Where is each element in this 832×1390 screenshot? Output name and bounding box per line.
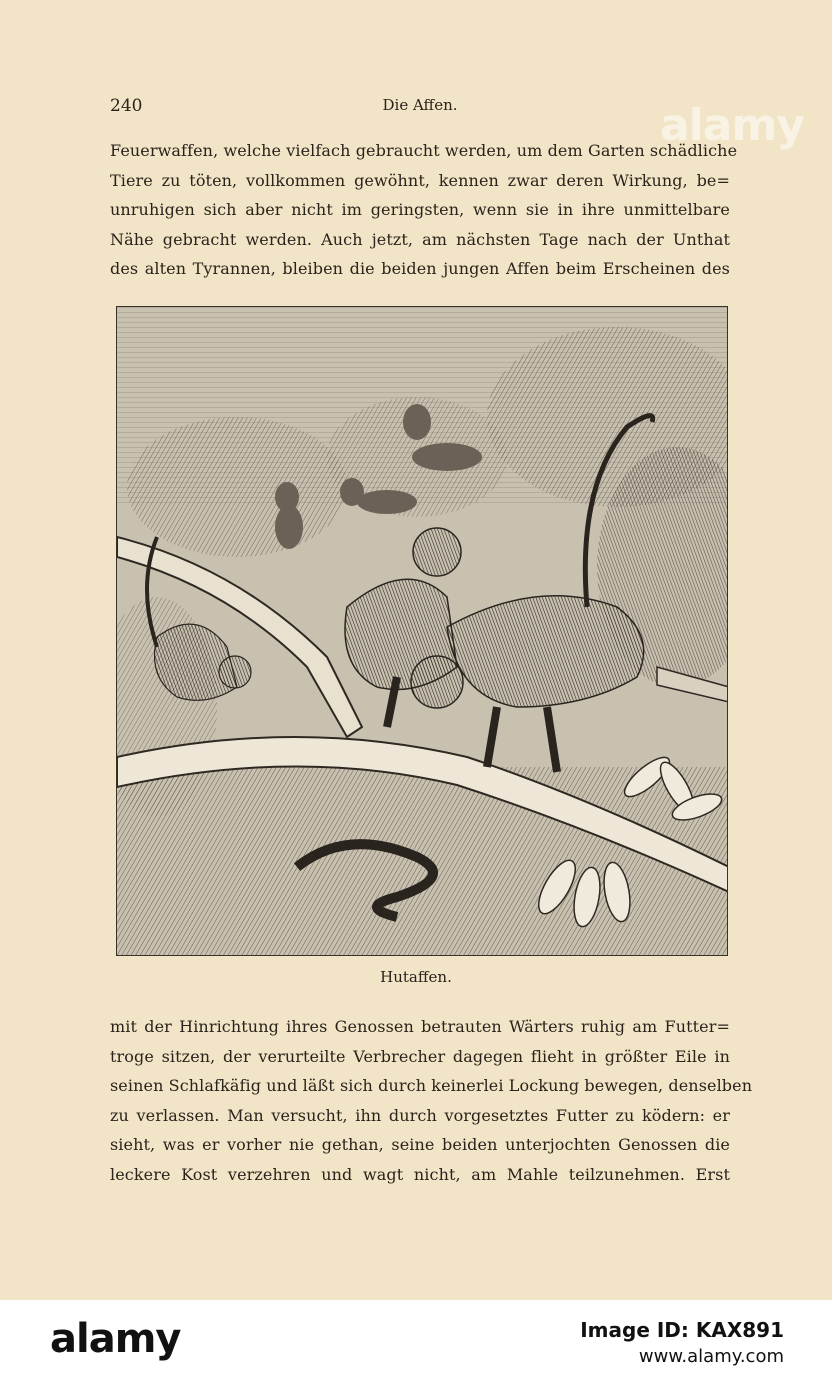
monkeys-engraving (117, 307, 728, 956)
text-line: Tiere zu töten, vollkommen gewöhnt, kennen zwar deren Wirkung, be= (110, 170, 730, 190)
illustration-caption: Hutaffen. (380, 968, 452, 986)
text-line: leckere Kost verzehren und wagt nicht, am Mahle teilzunehmen. Erst (110, 1164, 730, 1184)
paragraph-top (110, 136, 738, 284)
engraving-illustration (116, 306, 728, 956)
paragraph-bottom (110, 1012, 753, 1189)
text-line: des alten Tyrannen, bleiben die beiden jungen Affen beim Erscheinen des (110, 259, 730, 278)
image-id: Image ID: KAX891 (580, 1318, 784, 1342)
text-line: sieht, was er vorher nie gethan, seine beiden unterjochten Genossen die (110, 1135, 730, 1154)
site-url[interactable]: www.alamy.com (638, 1346, 784, 1367)
text-line: troge sitzen, der verurteilte Verbrecher dagegen flieht in größter Eile in (110, 1046, 730, 1066)
text-line: seinen Schlafkäfig und läßt sich durch keinerlei Lockung bewegen, denselben (110, 1076, 753, 1095)
stock-footer (0, 1300, 832, 1390)
text-line: Feuerwaffen, welche vielfach gebraucht werden, um dem Garten schädliche (110, 141, 738, 160)
text-line: Nähe gebracht werden. Auch jetzt, am nächsten Tage nach der Unthat (110, 229, 730, 249)
text-line: unruhigen sich aber nicht im geringsten, wenn sie in ihre unmittelbare (110, 200, 730, 219)
page-number: 240 (110, 96, 143, 116)
page-header (110, 96, 730, 124)
text-line: mit der Hinrichtung ihres Genossen betrauten Wärters ruhig am Futter= (110, 1017, 730, 1036)
watermark: alamy (660, 100, 804, 151)
alamy-logo[interactable]: alamy (50, 1316, 181, 1362)
text-line: zu verlassen. Man versucht, ihn durch vorgesetztes Futter zu ködern: er (110, 1105, 730, 1125)
running-head: Die Affen. (382, 96, 458, 114)
footer-info (580, 1318, 784, 1367)
